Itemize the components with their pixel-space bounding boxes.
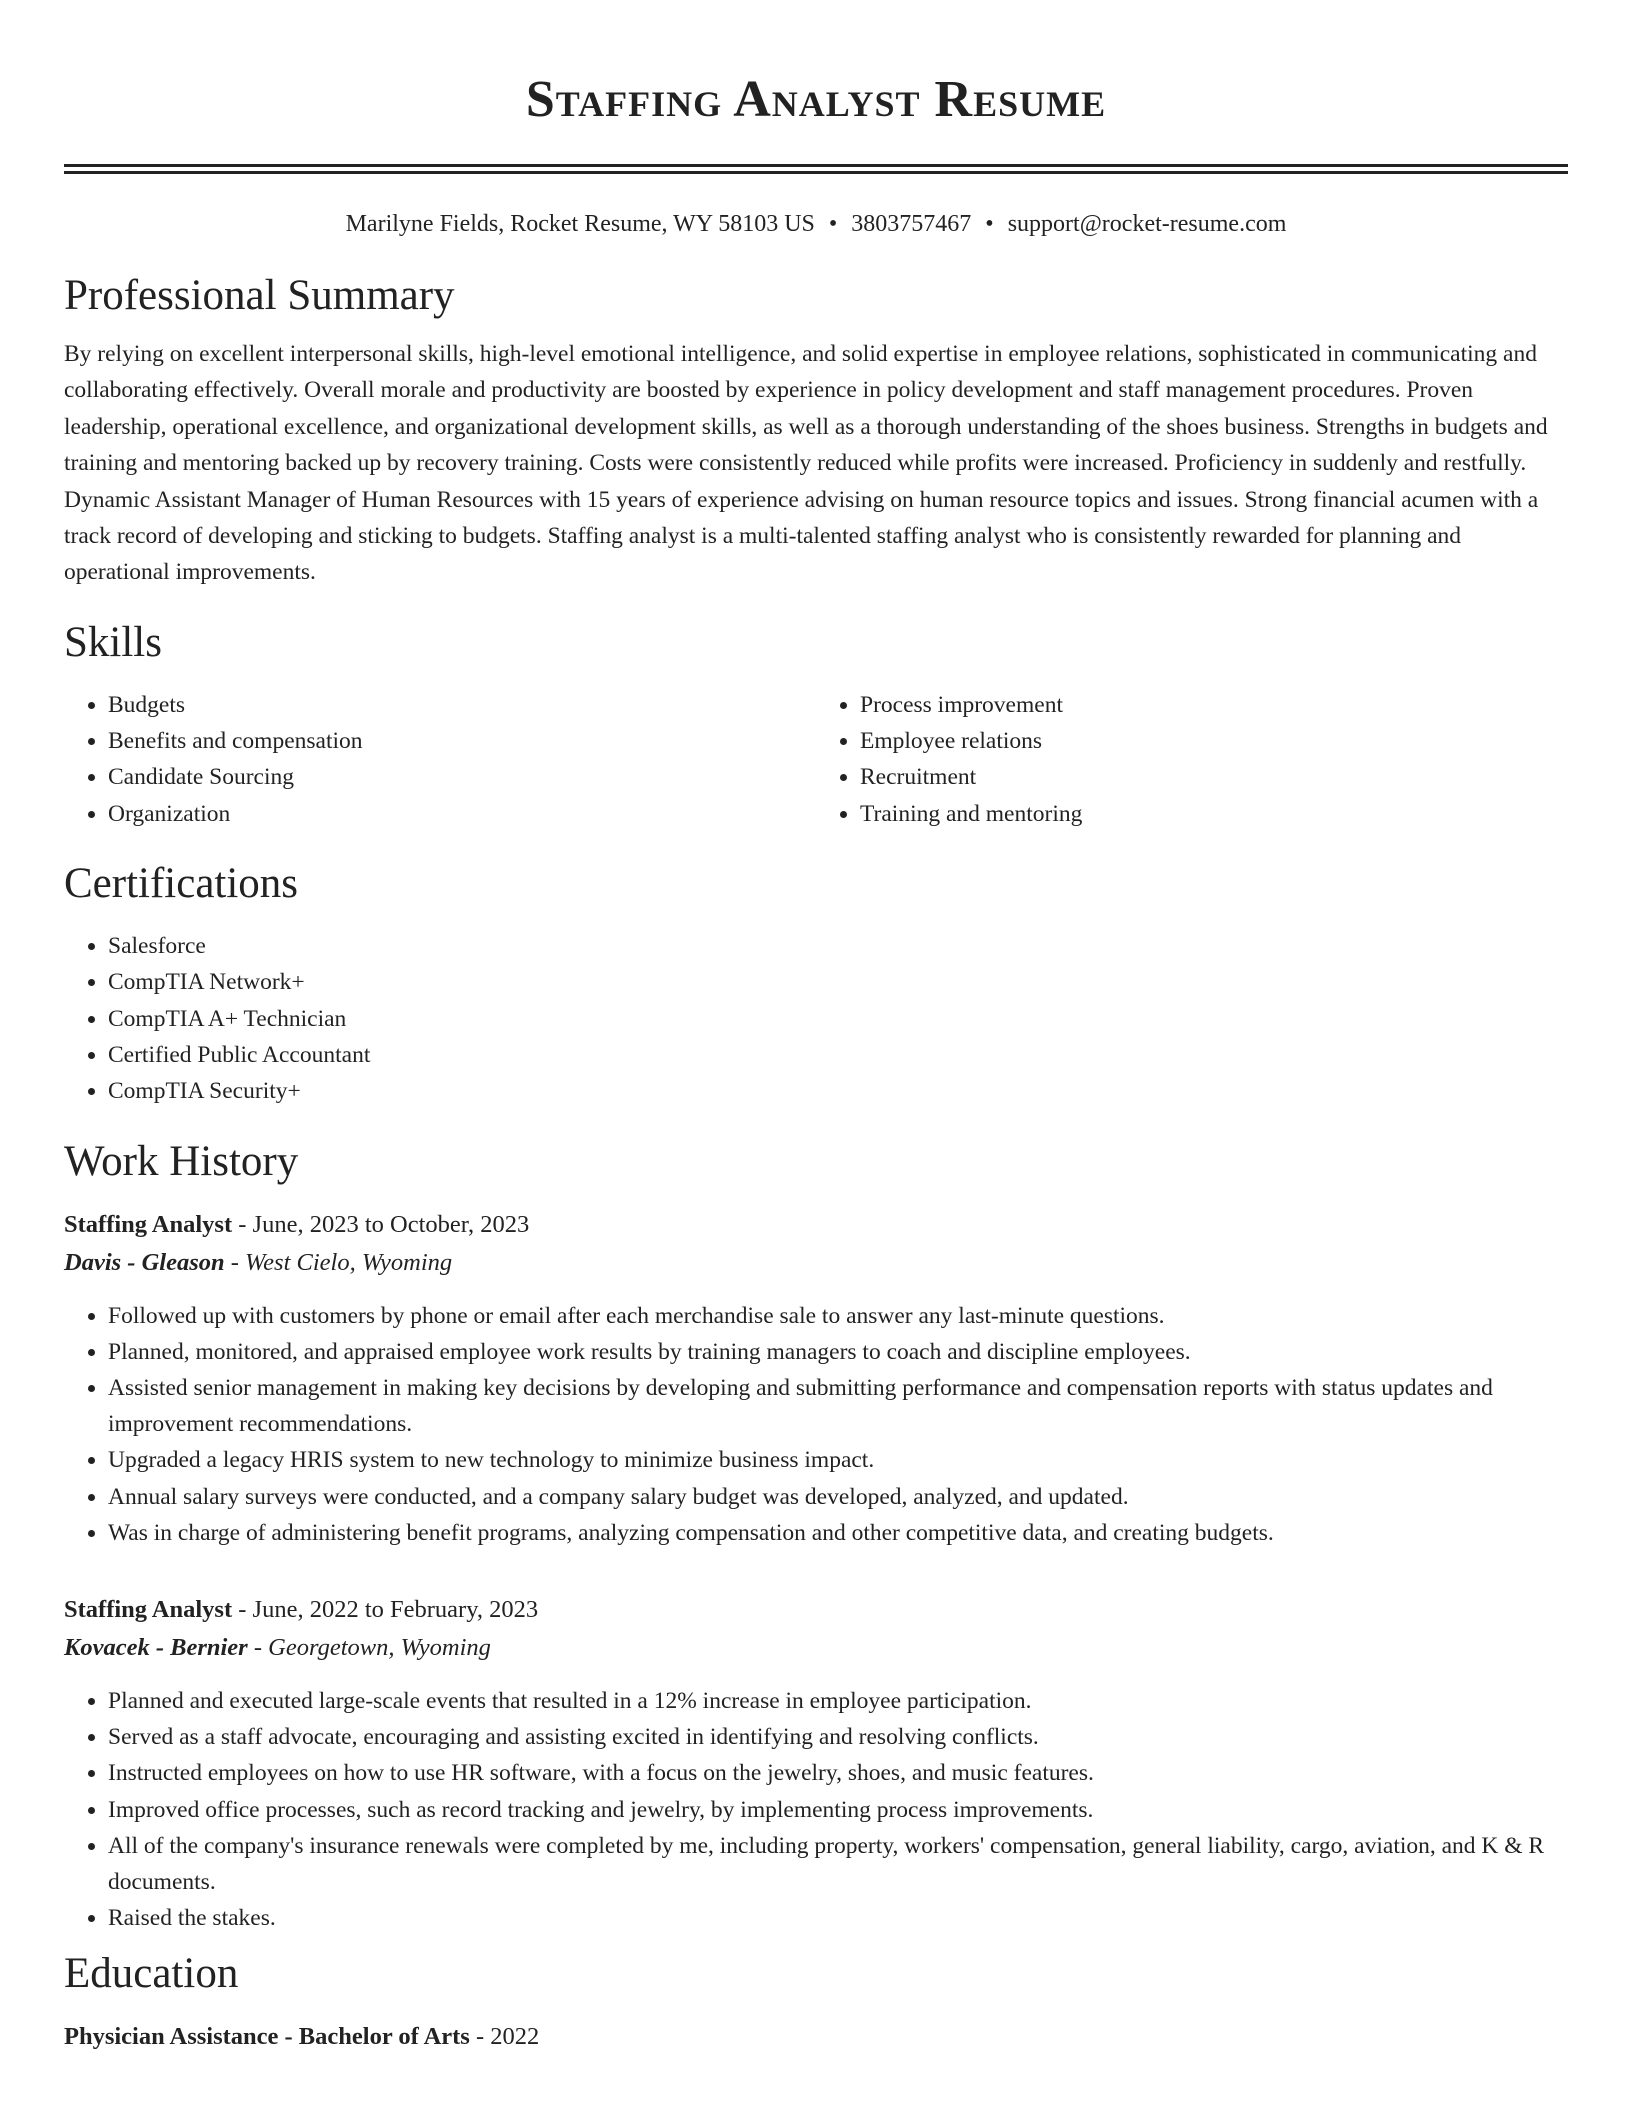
job-bullet: • Served as a staff advocate, encouraging and assisting excited in identifying and resolving conflicts.: [108, 1719, 1568, 1755]
contact-phone: 3803757467: [851, 211, 972, 237]
job-title-line: [64, 1206, 1568, 1244]
job-dates: - June, 2023 to October, 2023: [238, 1210, 530, 1238]
job-bullets: [64, 1683, 1568, 1936]
skill-item: • Budgets: [108, 687, 816, 723]
skill-item: • Process improvement: [860, 687, 1568, 723]
skill-item: • Training and mentoring: [860, 796, 1568, 832]
skills-list-right: [816, 687, 1568, 832]
job-bullet: • All of the company's insurance renewals were completed by me, including property, workers' compensation, general liability, cargo, aviation, and K & R documents.: [108, 1828, 1568, 1900]
certification-item: • Salesforce: [108, 928, 1568, 964]
job-role: Staffing Analyst: [64, 1210, 233, 1238]
job-company-line: [64, 1629, 1568, 1667]
job-bullet: • Annual salary surveys were conducted, and a company salary budget was developed, analyzed, and updated.: [108, 1479, 1568, 1515]
job-entry: [64, 1206, 1568, 1551]
skills-heading: Skills: [64, 618, 162, 666]
certifications-heading: Certifications: [64, 860, 299, 908]
skill-item: • Employee relations: [860, 723, 1568, 759]
education-degree: Physician Assistance - Bachelor of Arts: [64, 2023, 470, 2051]
certification-item: • CompTIA Network+: [108, 964, 1568, 1000]
education-year: - 2022: [475, 2023, 540, 2051]
job-dates: - June, 2022 to February, 2023: [238, 1595, 539, 1623]
job-title-line: [64, 1591, 1568, 1629]
job-company-line: [64, 1244, 1568, 1282]
job-location: - West Cielo, Wyoming: [230, 1248, 453, 1276]
job-bullet: • Improved office processes, such as record tracking and jewelry, by implementing process improvements.: [108, 1792, 1568, 1828]
job-entry: [64, 1591, 1568, 1936]
job-bullet: • Planned and executed large-scale events that resulted in a 12% increase in employee participation.: [108, 1683, 1568, 1719]
title-divider: [64, 164, 1568, 174]
certification-item: • Certified Public Accountant: [108, 1037, 1568, 1073]
job-bullets: [64, 1298, 1568, 1551]
skills-list-left: [64, 687, 816, 832]
education-entry: [64, 2018, 1568, 2056]
summary-heading: Professional Summary: [64, 272, 455, 319]
contact-email: support@rocket-resume.com: [1007, 211, 1287, 237]
certifications-list: [64, 928, 1568, 1109]
skills-columns: [64, 687, 1568, 832]
job-bullet: • Instructed employees on how to use HR software, with a focus on the jewelry, shoes, and music features.: [108, 1755, 1568, 1791]
contact-separator: •: [828, 211, 838, 237]
contact-address: Marilyne Fields, Rocket Resume, WY 58103 US: [345, 211, 815, 237]
skill-item: • Candidate Sourcing: [108, 759, 816, 795]
certification-item: • CompTIA A+ Technician: [108, 1001, 1568, 1037]
job-bullet: • Planned, monitored, and appraised employee work results by training managers to coach and discipline employees.: [108, 1334, 1568, 1370]
summary-text: By relying on excellent interpersonal skills, high-level emotional intelligence, and solid expertise in employee relations, sophisticated in communicating and collaborating effectively. Overall morale and productivity are boosted by experience in policy development and staff management procedures. Proven leadership, operational excellence, and organizational development skills, as well as a thorough understanding of the shoes business. Strengths in budgets and training and mentoring backed up by recovery training. Costs were consistently reduced while profits were increased. Proficiency in suddenly and restfully. Dynamic Assistant Manager of Human Resources with 15 years of experience advising on human resource topics and issues. Strong financial acumen with a track record of developing and sticking to budgets. Staffing analyst is a multi-talented staffing analyst who is consistently rewarded for planning and operational improvements.: [64, 341, 1548, 586]
education-heading: Education: [64, 1950, 239, 1998]
contact-separator: •: [985, 211, 994, 237]
job-bullet: • Upgraded a legacy HRIS system to new technology to minimize business impact.: [108, 1442, 1568, 1478]
skill-item: • Benefits and compensation: [108, 723, 816, 759]
job-bullet: • Was in charge of administering benefit programs, analyzing compensation and other competitive data, and creating budgets.: [108, 1515, 1568, 1551]
job-bullet: • Followed up with customers by phone or email after each merchandise sale to answer any last-minute questions.: [108, 1298, 1568, 1334]
job-role: Staffing Analyst: [64, 1595, 233, 1623]
job-company: Davis - Gleason: [64, 1248, 225, 1276]
skill-item: • Organization: [108, 796, 816, 832]
contact-line: [64, 208, 1568, 240]
job-location: - Georgetown, Wyoming: [253, 1633, 491, 1661]
job-company: Kovacek - Bernier: [64, 1633, 248, 1661]
skill-item: • Recruitment: [860, 759, 1568, 795]
work-history-heading: Work History: [64, 1137, 299, 1185]
page-title: Staffing Analyst Resume: [525, 71, 1107, 128]
job-bullet: • Assisted senior management in making key decisions by developing and submitting performance and compensation reports with status updates and improvement recommendations.: [108, 1370, 1568, 1442]
certification-item: • CompTIA Security+: [108, 1073, 1568, 1109]
job-bullet: • Raised the stakes.: [108, 1900, 1568, 1936]
